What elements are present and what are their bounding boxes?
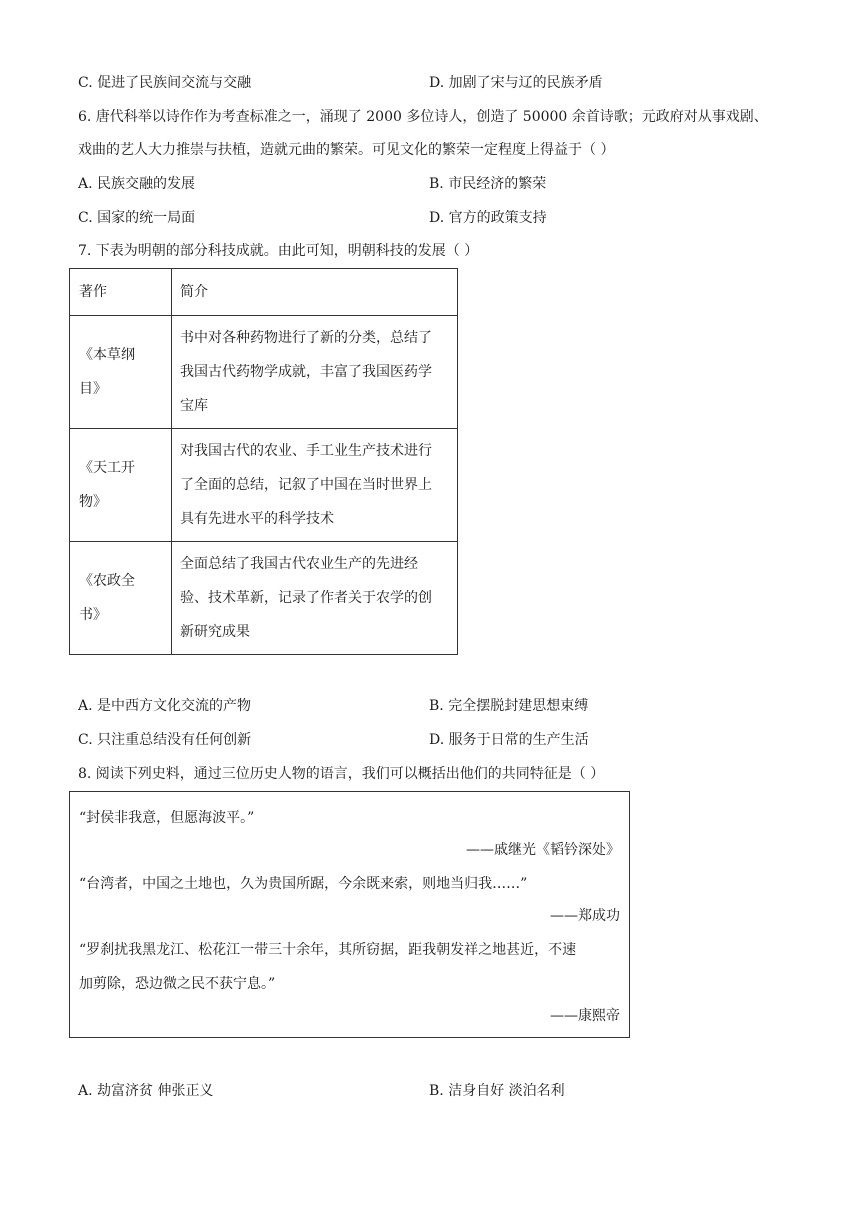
work-title-line: 物》 bbox=[79, 494, 107, 510]
quote-kangxi-line1: “罗刹扰我黑龙江、松花江一带三十余年，其所窃据，距我朝发祥之地甚近，不速 bbox=[79, 942, 577, 958]
q7-option-c: C. 只注重总结没有任何创新 bbox=[78, 732, 252, 748]
tech-achievements-table bbox=[69, 268, 458, 655]
q5-option-c: C. 促进了民族间交流与交融 bbox=[78, 75, 252, 91]
q7-stem: 7. 下表为明朝的部分科技成就。由此可知，明朝科技的发展（ ） bbox=[78, 243, 479, 259]
q8-stem: 8. 阅读下列史料，通过三位历史人物的语言，我们可以概括出他们的共同特征是（ ） bbox=[78, 766, 605, 782]
table-header-row bbox=[70, 269, 458, 316]
table-header-summary: 简介 bbox=[172, 269, 458, 316]
summary-line: 新研究成果 bbox=[180, 624, 250, 640]
work-title bbox=[70, 316, 172, 429]
summary-line: 全面总结了我国古代农业生产的先进经 bbox=[180, 556, 418, 572]
work-summary bbox=[172, 542, 458, 655]
summary-line: 了全面的总结，记叙了中国在当时世界上 bbox=[180, 477, 432, 493]
summary-line: 书中对各种药物进行了新的分类，总结了 bbox=[180, 330, 432, 346]
work-summary bbox=[172, 429, 458, 542]
work-title-line: 《农政全 bbox=[79, 573, 135, 589]
source-qi-jiguang: ——戚继光《韬钤深处》 bbox=[466, 842, 620, 858]
work-title-line: 书》 bbox=[79, 607, 107, 623]
quote-kangxi-line2: 加剪除，恐边微之民不获宁息。” bbox=[79, 976, 276, 992]
q8-option-b: B. 洁身自好 淡泊名利 bbox=[429, 1083, 565, 1099]
summary-line: 宝库 bbox=[180, 398, 208, 414]
work-title bbox=[70, 429, 172, 542]
source-kangxi: ——康熙帝 bbox=[550, 1008, 620, 1024]
q5-option-d: D. 加剧了宋与辽的民族矛盾 bbox=[429, 75, 603, 91]
historical-quotes-box bbox=[69, 791, 630, 1038]
table-row bbox=[70, 542, 458, 655]
q7-option-a: A. 是中西方文化交流的产物 bbox=[78, 698, 252, 714]
quote-qi-jiguang: “封侯非我意，但愿海波平。” bbox=[79, 810, 255, 826]
table-row bbox=[70, 429, 458, 542]
summary-line: 我国古代药物学成就，丰富了我国医药学 bbox=[180, 364, 432, 380]
work-summary bbox=[172, 316, 458, 429]
q6-option-a: A. 民族交融的发展 bbox=[78, 176, 196, 192]
quote-zheng-chenggong: “台湾者，中国之土地也，久为贵国所踞，今余既来索，则地当归我……” bbox=[79, 876, 528, 892]
q7-option-d: D. 服务于日常的生产生活 bbox=[429, 732, 589, 748]
q6-stem-line1: 6. 唐代科举以诗作作为考查标准之一，涌现了 2000 多位诗人，创造了 50000 余首诗歌；元政府对从事戏剧、 bbox=[78, 109, 768, 125]
table-row bbox=[70, 316, 458, 429]
q6-option-d: D. 官方的政策支持 bbox=[429, 210, 547, 226]
source-zheng-chenggong: ——郑成功 bbox=[550, 908, 620, 924]
work-title bbox=[70, 542, 172, 655]
q6-option-c: C. 国家的统一局面 bbox=[78, 210, 196, 226]
summary-line: 对我国古代的农业、手工业生产技术进行 bbox=[180, 443, 432, 459]
q7-option-b: B. 完全摆脱封建思想束缚 bbox=[429, 698, 589, 714]
q6-stem-line2: 戏曲的艺人大力推崇与扶植，造就元曲的繁荣。可见文化的繁荣一定程度上得益于（ ） bbox=[78, 142, 615, 158]
work-title-line: 《本草纲 bbox=[79, 347, 135, 363]
q8-option-a: A. 劫富济贫 伸张正义 bbox=[78, 1083, 214, 1099]
summary-line: 具有先进水平的科学技术 bbox=[180, 511, 334, 527]
summary-line: 验、技术革新，记录了作者关于农学的创 bbox=[180, 590, 432, 606]
table-header-work: 著作 bbox=[70, 269, 172, 316]
work-title-line: 《天工开 bbox=[79, 460, 135, 476]
work-title-line: 目》 bbox=[79, 381, 107, 397]
q6-option-b: B. 市民经济的繁荣 bbox=[429, 176, 547, 192]
